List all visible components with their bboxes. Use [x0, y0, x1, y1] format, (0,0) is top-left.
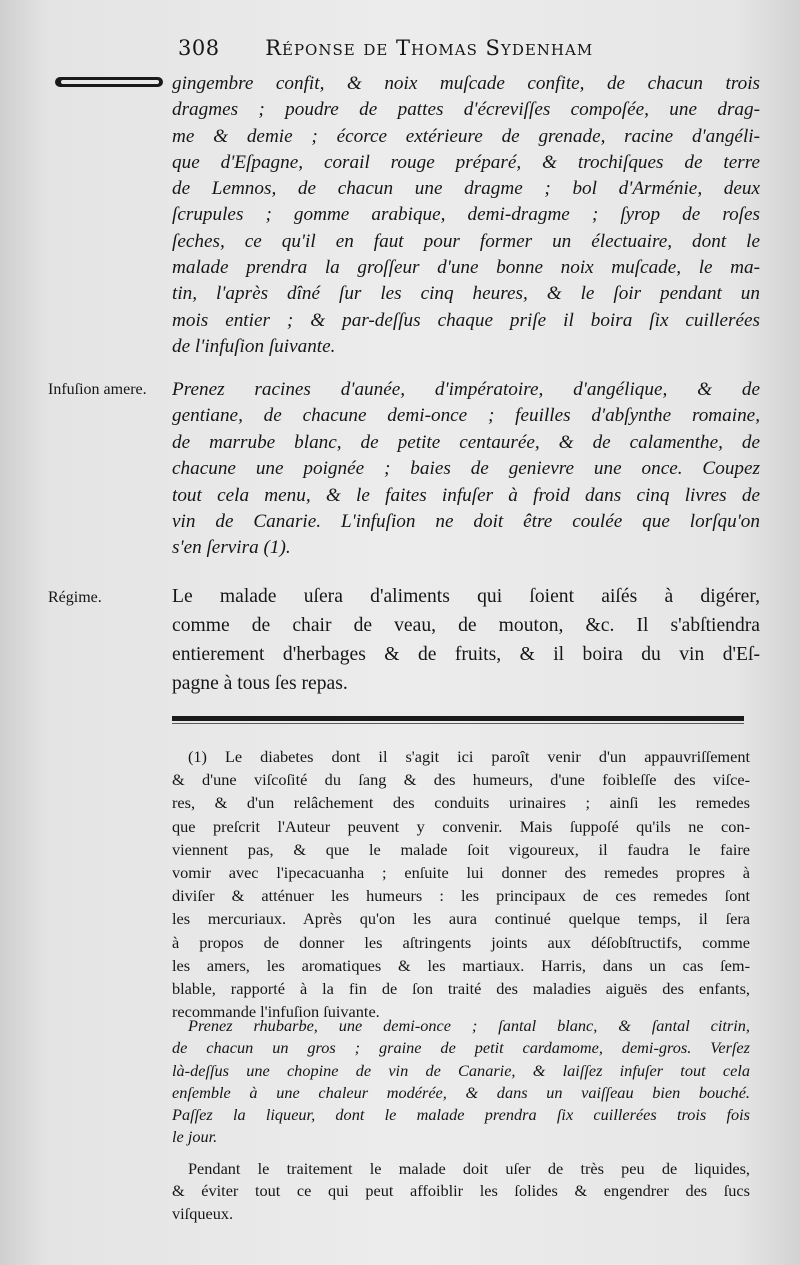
footnote-line: Prenez rhubarbe, une demi-once ; ſantal blanc, & ſantal citrin,: [188, 1016, 750, 1035]
footnote-line: & éviter tout ce qui peut affoiblir les ſolides & engendrer des ſucs: [172, 1181, 750, 1201]
footnote-line: & d'une viſcoſité du ſang & des humeurs, d'une foibleſſe des viſce-: [172, 770, 750, 790]
text-line: que d'Eſpagne, corail rouge préparé, & trochiſques de terre: [172, 151, 760, 173]
margin-note-regime: Régime.: [48, 589, 102, 606]
electuary-paragraph: [172, 71, 760, 360]
text-line: s'en ſervira (1).: [172, 537, 291, 559]
footnote-rule: [172, 716, 744, 721]
footnote-line: (1) Le diabetes dont il s'agit ici paroît venir d'un appauvriſſement: [188, 747, 750, 766]
text-line: Le malade uſera d'aliments qui ſoient aiſés à digérer,: [172, 586, 760, 607]
text-line: gingembre confit, & noix muſcade confite, de chacun trois: [172, 73, 760, 94]
footnote-line: de chacun un gros ; graine de petit cardamome, demi-gros. Verſez: [172, 1038, 750, 1058]
footnote-line: les mercuriaux. Après qu'on les aura continué quelque temps, il ſera: [172, 909, 750, 929]
text-line: me & demie ; écorce extérieure de grenade, racine d'angéli-: [172, 125, 760, 147]
footnote-line: Pendant le traitement le malade doit uſer de très peu de liquides,: [188, 1159, 750, 1178]
page-number: 308: [178, 36, 220, 60]
regime-paragraph: [172, 582, 760, 698]
text-line: malade prendra la groſſeur d'une bonne noix muſcade, le ma-: [172, 257, 760, 279]
text-line: vin de Canarie. L'infuſion ne doit être coulée que lorſqu'on: [172, 511, 760, 533]
text-line: mois entier ; & par-deſſus chaque priſe il boira ſix cuillerées: [172, 309, 760, 331]
footnote-line: diviſer & atténuer les humeurs : les principaux de ces remedes ſont: [172, 886, 750, 906]
pointing-hand-icon: [55, 74, 165, 90]
footnote-recipe: [172, 1015, 750, 1149]
text-line: de marrube blanc, de petite centaurée, & de calamenthe, de: [172, 431, 760, 453]
text-line: gentiane, de chacune demi-once ; feuilles d'abſynthe romaine,: [172, 405, 760, 427]
footnote-line: Paſſez la liqueur, dont le malade prendra ſix cuillerées trois fois: [172, 1105, 750, 1125]
footnote-rule-thin: [172, 723, 744, 724]
footnote-line: vomir avec l'ipecacuanha ; enſuite lui donner des remedes propres à: [172, 863, 750, 883]
text-line: comme de chair de veau, de mouton, &c. Il s'abſtiendra: [172, 615, 760, 636]
text-line: pagne à tous ſes repas.: [172, 673, 348, 694]
footnote-line: recommande l'infuſion ſuivante.: [172, 1002, 380, 1022]
text-line: ſcrupules ; gomme arabique, demi-dragme ; ſyrop de roſes: [172, 204, 760, 226]
text-line: dragmes ; poudre de pattes d'écreviſſes compoſée, une drag-: [172, 99, 760, 121]
footnote-line: les amers, les aromatiques & les martiaux. Harris, dans un cas ſem-: [172, 955, 750, 975]
running-title: Réponse de Thomas Sydenham: [265, 36, 594, 60]
footnote-line: viſqueux.: [172, 1203, 234, 1223]
text-line: entierement d'herbages & de fruits, & il boira du vin d'Eſ-: [172, 644, 760, 665]
footnote-commentary: [172, 745, 750, 1023]
text-line: Prenez racines d'aunée, d'impératoire, d'angélique, & de: [172, 379, 760, 400]
text-line: tout cela menu, & le faites infuſer à froid dans cinq livres de: [172, 484, 760, 506]
footnote-line: que preſcrit l'Auteur peuvent y convenir. Mais ſuppoſé qu'ils ne con-: [172, 816, 750, 836]
footnote-line: là-deſſus une chopine de vin de Canarie, & laiſſez infuſer tout cela: [172, 1060, 750, 1080]
infusion-paragraph: [172, 377, 760, 562]
text-line: de l'infuſion ſuivante.: [172, 335, 336, 357]
text-line: chacune une poignée ; baies de genievre une once. Coupez: [172, 458, 760, 480]
footnote-line: à propos de donner les aſtringents joints aux déſobſtructifs, comme: [172, 932, 750, 952]
footnote-line: enſemble à une chaleur modérée, & dans un vaiſſeau bien bouché.: [172, 1082, 750, 1102]
footnote-line: blable, rapporté à la fin de ſon traité des maladies aiguës des enfants,: [172, 979, 750, 999]
footnote-advice: [172, 1158, 750, 1225]
text-line: ſeches, ce qu'il en faut pour former un électuaire, dont le: [172, 230, 760, 252]
text-line: tin, l'après dîné ſur les cinq heures, & le ſoir pendant un: [172, 283, 760, 305]
text-line: de Lemnos, de chacun une dragme ; bol d'Arménie, deux: [172, 178, 760, 200]
page-header: [178, 36, 778, 60]
footnote-line: le jour.: [172, 1127, 218, 1147]
footnote-line: viennent pas, & que le malade ſoit vigoureux, il faudra le faire: [172, 839, 750, 859]
margin-note-infusion: Infuſion amere.: [48, 381, 147, 398]
footnote-line: res, & d'un relâchement des conduits urinaires ; ainſi les remedes: [172, 793, 750, 813]
